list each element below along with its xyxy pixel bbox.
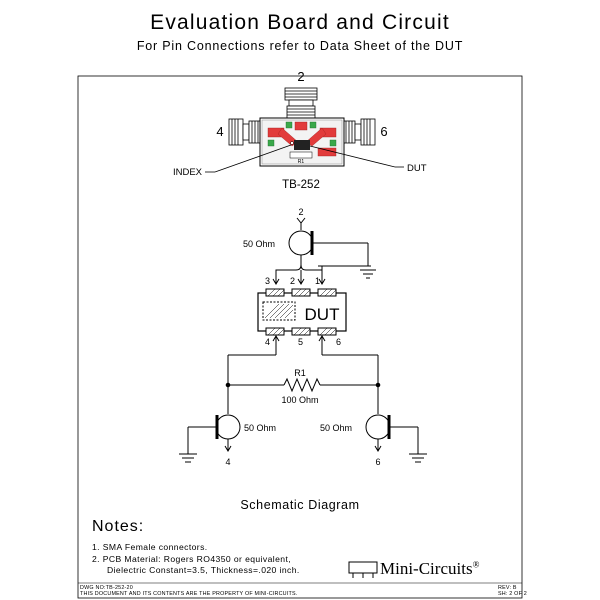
pin-5-label: 5 [298,337,304,347]
mini-circuits-chip-icon [349,562,377,578]
board-r1-label: R1 [297,159,305,165]
board-name: TB-252 [282,179,320,191]
index-label: INDEX [172,167,202,178]
source-top-label: 50 Ohm [243,239,276,249]
board-port-4-label: 4 [216,124,224,139]
logo-text: Mini-Circuits [380,559,473,578]
port-6-label: 6 [375,457,381,467]
source-right [366,415,390,439]
pin-4-label: 4 [265,337,271,347]
note-2-continued: Dielectric Constant=3.5, Thickness=.020 inch. [107,565,300,575]
port-4-label: 4 [225,457,231,467]
resistor-name: R1 [294,368,306,378]
sma-connector-top [285,88,317,118]
pin-3-label: 3 [265,276,271,286]
sma-connector-right [343,119,375,145]
logo-registered-mark: ® [472,559,480,570]
pin-1-label: 1 [315,276,321,286]
source-top [289,231,313,255]
source-left-label: 50 Ohm [244,423,277,433]
page-title: Evaluation Board and Circuit [150,11,450,34]
pin-2-label: 2 [290,276,296,286]
note-1: 1. SMA Female connectors. [92,542,208,552]
index-dot [291,142,294,145]
property-notice: THIS DOCUMENT AND ITS CONTENTS ARE THE PROPERTY OF MINI-CIRCUITS. [80,591,298,597]
board-dut-chip [294,140,310,150]
note-2: 2. PCB Material: Rogers RO4350 or equivalent, [92,554,292,564]
source-left [216,415,240,439]
page-subtitle: For Pin Connections refer to Data Sheet of the DUT [136,39,464,53]
schematic [179,207,427,467]
sma-connector-left [229,119,261,145]
revision: REV: B [498,585,517,591]
dut-leader-label: DUT [407,163,427,174]
drawing-number: DWG NO:TB-252-20 [80,585,133,591]
board-assembly [173,69,427,191]
sheet-number: SH: 2 OF 2 [498,591,527,597]
resistor-value: 100 Ohm [281,395,319,405]
pin-6-label: 6 [336,337,342,347]
notes-heading: Notes: [92,518,145,535]
port-2-label: 2 [298,207,304,217]
mini-circuits-logo [380,560,479,577]
schematic-caption: Schematic Diagram [240,498,360,512]
board-resistor-r1 [290,152,312,158]
source-right-label: 50 Ohm [320,423,353,433]
board-port-2-label: 2 [297,69,305,84]
board-port-6-label: 6 [380,124,388,139]
dut-label: DUT [304,305,340,324]
